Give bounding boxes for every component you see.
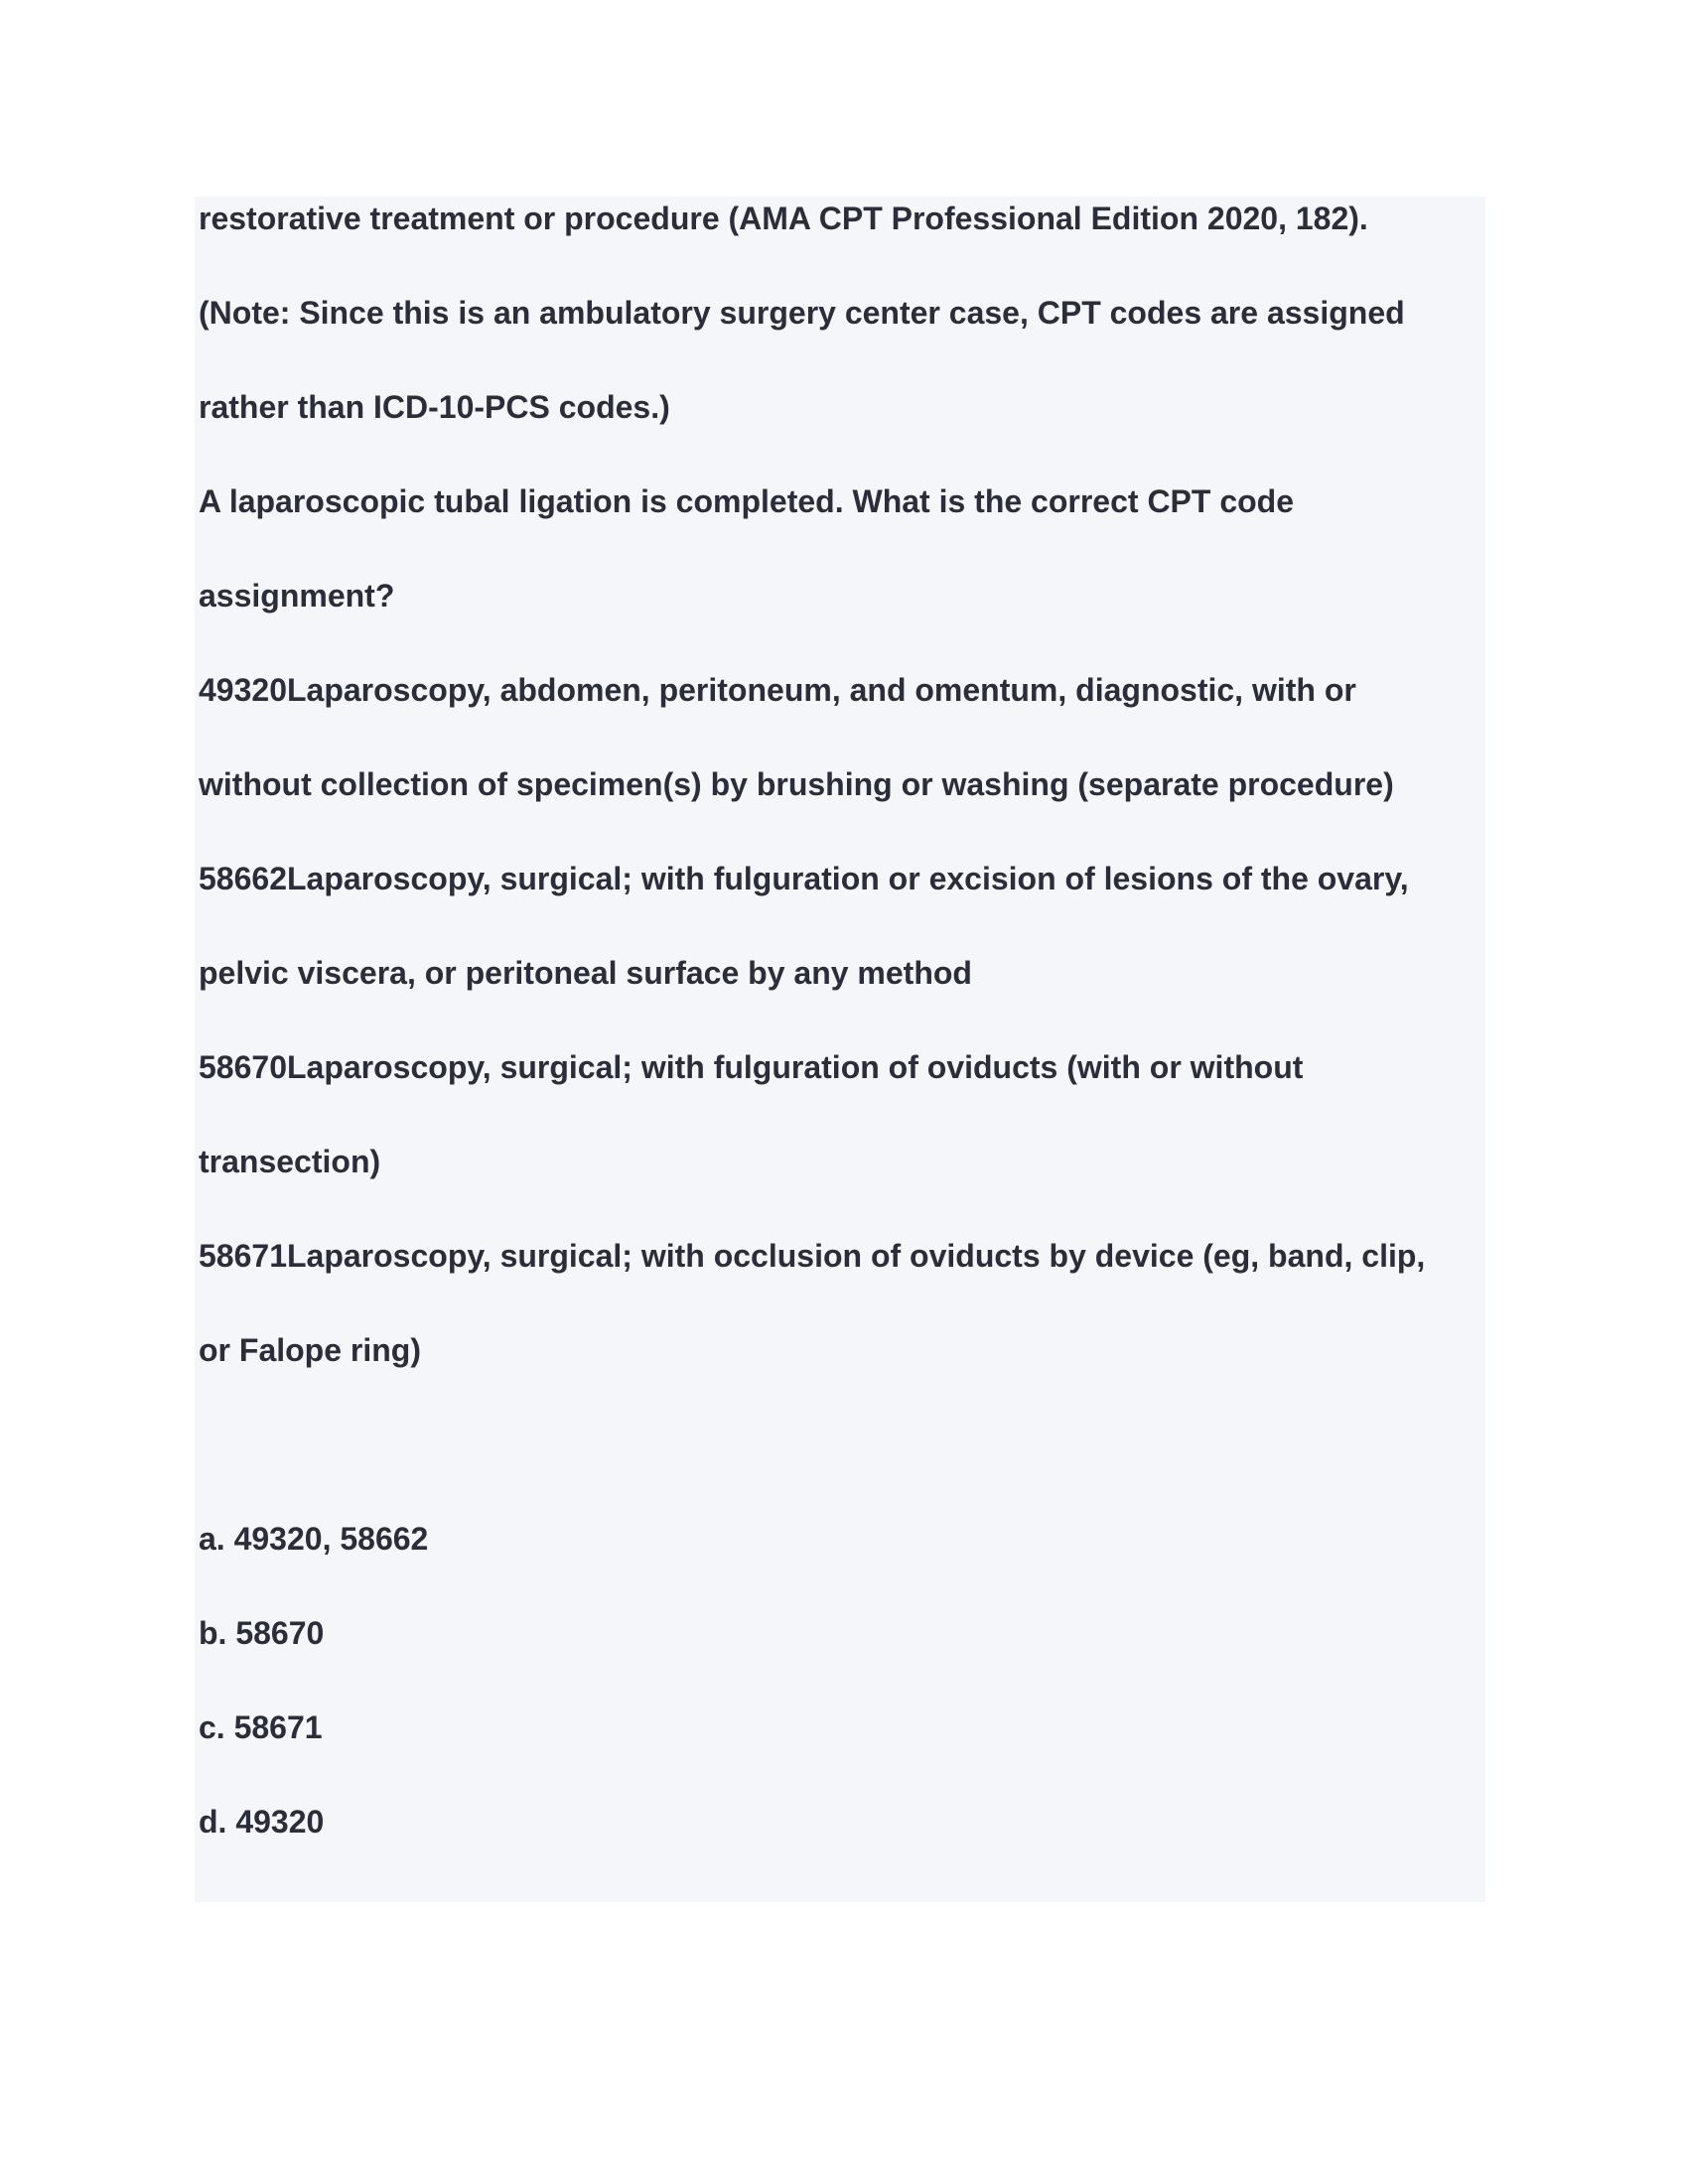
note-line-2: rather than ICD-10-PCS codes.) [199,389,670,425]
answer-option-c: c. 58671 [199,1709,323,1745]
code-58662-line-2: pelvic viscera, or peritoneal surface by any method [199,955,972,991]
code-49320-line-1: 49320Laparoscopy, abdomen, peritoneum, and omentum, diagnostic, with or [199,672,1356,708]
question-line-2: assignment? [199,578,395,614]
code-58670-line-1: 58670Laparoscopy, surgical; with fulguration of oviducts (with or without [199,1049,1304,1085]
code-58662-line-1: 58662Laparoscopy, surgical; with fulguration or excision of lesions of the ovary, [199,861,1409,896]
code-49320-line-2: without collection of specimen(s) by brushing or washing (separate procedure) [199,766,1394,802]
code-58671-line-2: or Falope ring) [199,1332,421,1368]
answer-option-d: d. 49320 [199,1804,325,1840]
question-line-1: A laparoscopic tubal ligation is completed. What is the correct CPT code [199,483,1295,519]
note-line-1: (Note: Since this is an ambulatory surgery center case, CPT codes are assigned [199,295,1405,331]
context-line-citation: restorative treatment or procedure (AMA CPT Professional Edition 2020, 182). [199,201,1368,236]
answer-option-a: a. 49320, 58662 [199,1521,429,1557]
question-panel [195,197,1485,1902]
code-58671-line-1: 58671Laparoscopy, surgical; with occlusion of oviducts by device (eg, band, clip, [199,1238,1426,1274]
code-58670-line-2: transection) [199,1144,381,1179]
answer-option-b: b. 58670 [199,1615,325,1651]
